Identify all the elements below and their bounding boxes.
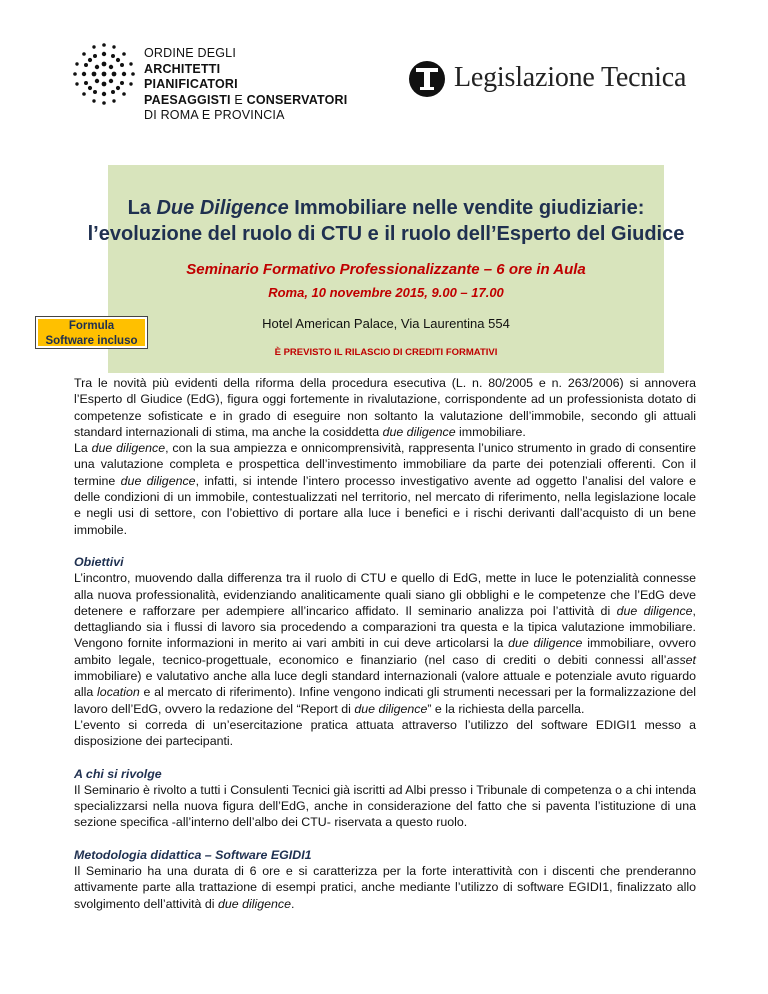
order-line-2: ARCHITETTI bbox=[144, 61, 221, 76]
intro-paragraph-1: Tra le novità più evidenti della riforma della procedura esecutiva (L. n. 80/2005 e n. 263/2006) si annovera l’Esperto dl Giudice (EdG), figura oggi fortemente in rivalutazione, corrispondente ad un professionista dotato di competenze sofisticate e in grado di eseguire non soltanto la valutazione dell’immobile, secondo gli attuali standard internazionali di stima, ma anche la cosiddetta due diligence immobiliare. bbox=[74, 376, 696, 439]
badge-line-2: Software incluso bbox=[45, 335, 138, 347]
order-line-1: ORDINE DEGLI bbox=[144, 46, 236, 60]
event-date: Roma, 10 novembre 2015, 9.00 – 17.00 bbox=[268, 285, 504, 300]
order-line-4b: E bbox=[234, 92, 243, 107]
order-logo bbox=[70, 40, 370, 150]
document-body bbox=[74, 375, 696, 912]
publisher-mark-icon bbox=[408, 60, 446, 98]
target-paragraph: Il Seminario è rivolto a tutti i Consulenti Tecnici già iscritti ad Albi presso i Tribunale di competenza o a chi intenda specializzarsi nella nuova figura dell’EdG, anche in considerazione del fatto che si paventa l’istituzione di una sezione specifica -all’interno dell’albo dei CTU- riservata a questo ruolo. bbox=[74, 782, 696, 830]
order-line-4a: PAESAGGISTI bbox=[144, 92, 231, 107]
title-line-2: l’evoluzione del ruolo di CTU e il ruolo dell’Esperto del Giudice bbox=[87, 223, 685, 245]
badge-line-1: Formula bbox=[68, 320, 115, 332]
section-heading-obiettivi: Obiettivi bbox=[74, 554, 124, 569]
title-italic: Due Diligence bbox=[156, 197, 289, 219]
event-venue: Hotel American Palace, Via Laurentina 554 bbox=[262, 316, 510, 331]
order-name bbox=[144, 46, 347, 124]
obiettivi-paragraph-1: L’incontro, muovendo dalla differenza tra il ruolo di CTU e quello di EdG, mette in luce le potenzialità connesse alla nuova professionalità, evidenziando analiticamente quali siano gli obblighi e le competenze che l’EdG deve detenere e rafforzare per adempiere all’incarico affidato. Il seminario analizza poi l’attività di due diligence, dettagliando sia i flussi di lavoro sia procedendo a comparazioni tra questa e la tipica valutazione immobiliare. Vengono fornite informazioni in merito ai vari ambiti in cui deve articolarsi la due diligence immobiliare, ovvero ambito legale, tecnico-progettuale, economico e finanziario (nel caso di crediti o debiti connessi all’asset immobiliare) e valutativo anche alla luce degli standard internazionali (valore attuale e potenziale avuto riguardo alla location e al mercato di riferimento). Infine vengono indicati gli strumenti necessari per la formalizzazione del lavoro dell’EdG, ovvero la redazione del “Report di due diligence” e la richiesta della parcella. bbox=[74, 571, 696, 716]
order-line-3: PIANIFICATORI bbox=[144, 77, 238, 91]
event-credits: È PREVISTO IL RILASCIO DI CREDITI FORMATIVI bbox=[274, 347, 498, 358]
publisher-name: Legislazione Tecnica bbox=[454, 62, 687, 93]
software-badge bbox=[35, 316, 148, 349]
event-subtitle: Seminario Formativo Professionalizzante – 6 ore in Aula bbox=[186, 261, 586, 278]
metodologia-paragraph: Il Seminario ha una durata di 6 ore e si caratterizza per la forte interattività con i discenti che prenderanno attivamente parte alla trattazione di esempi pratici, anche mediante l’utilizzo di software EGIDI1, finalizzato allo svolgimento dell’attività di due diligence. bbox=[74, 864, 696, 911]
title-pre: La bbox=[127, 197, 157, 219]
title-post: Immobiliare nelle vendite giudiziarie: bbox=[288, 197, 645, 219]
intro-paragraph-2: La due diligence, con la sua ampiezza e onnicomprensività, rappresenta l’unico strumento in grado di consentire una valutazione completa e prospettica dell’investimento immobiliare da parte dei potenziali offerenti. Con il termine due diligence, infatti, si intende l’intero processo investigativo avente ad oggetto l’analisi del valore e delle condizioni di un immobile, contestualizzati nel territorio, nel mercato di riferimento, nella legislazione locale e negli usi di settore, con l’obiettivo di portare alla luce i benefici e i rischi derivanti dall’acquisto di un bene immobile. bbox=[74, 441, 697, 537]
order-line-5: DI ROMA E PROVINCIA bbox=[144, 108, 285, 122]
publisher-logo bbox=[408, 60, 738, 100]
section-heading-target: A chi si rivolge bbox=[74, 766, 162, 781]
event-title bbox=[87, 195, 685, 247]
order-emblem-icon bbox=[70, 40, 138, 108]
order-line-4c: CONSERVATORI bbox=[246, 92, 348, 107]
section-heading-metodologia: Metodologia didattica – Software EGIDI1 bbox=[74, 847, 312, 862]
obiettivi-paragraph-2: L’evento si correda di un’esercitazione pratica attuata attraverso l’utilizzo del software EDIGI1 messo a disposizione dei partecipanti. bbox=[74, 717, 696, 749]
